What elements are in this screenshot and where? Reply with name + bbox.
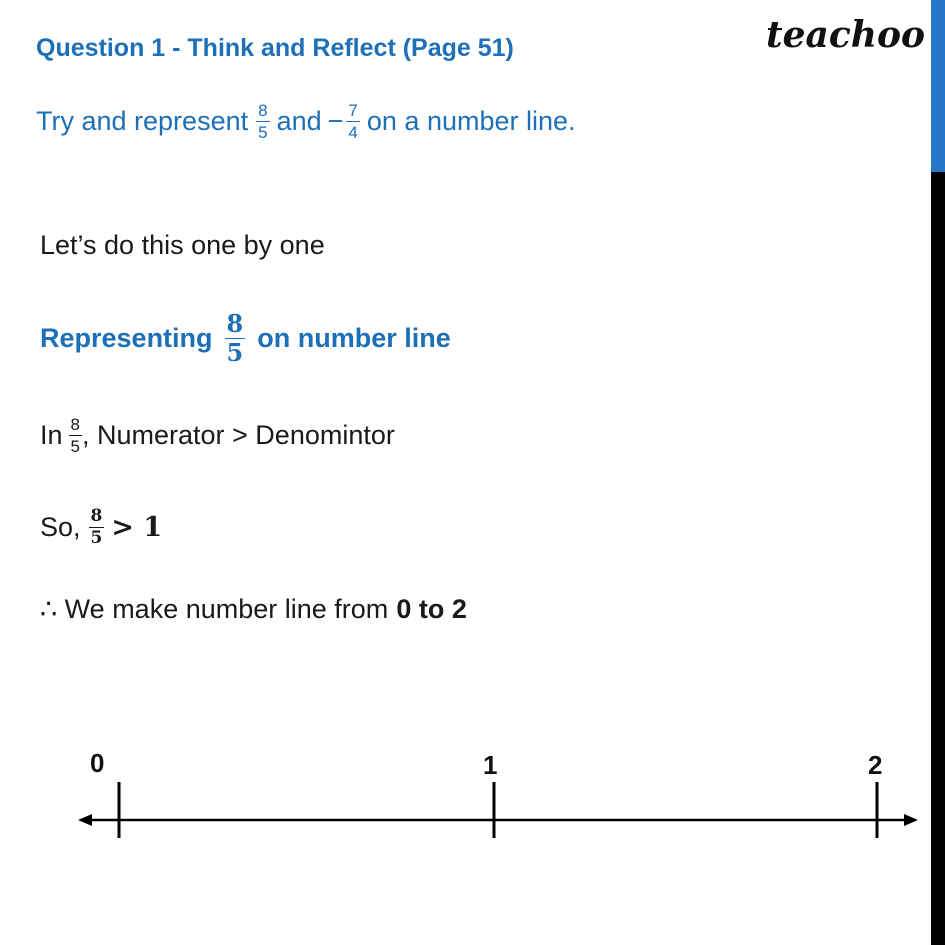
tick-label-2: 2 bbox=[868, 750, 883, 780]
fraction-8-5 bbox=[256, 102, 269, 141]
teachoo-logo: teachoo bbox=[766, 14, 925, 56]
fraction-numerator: 8 bbox=[226, 309, 244, 338]
range-bold: 0 to 2 bbox=[396, 594, 467, 624]
heading-fraction bbox=[225, 309, 246, 367]
fraction-numerator: 8 bbox=[70, 415, 80, 434]
question-prefix: Try and represent bbox=[36, 106, 249, 136]
comparison-relation: > 1 bbox=[111, 512, 163, 543]
page-title: Question 1 - Think and Reflect (Page 51) bbox=[36, 34, 514, 62]
fraction-denominator: 5 bbox=[70, 437, 80, 456]
question-and: and bbox=[276, 106, 322, 136]
inline-fraction bbox=[69, 416, 82, 455]
conclusion-statement bbox=[40, 594, 467, 625]
question-text bbox=[36, 102, 576, 141]
fraction-denominator: 4 bbox=[348, 123, 358, 142]
fraction-denominator: 5 bbox=[226, 338, 244, 367]
right-arrow-icon bbox=[904, 814, 918, 826]
heading-prefix: Representing bbox=[40, 323, 213, 353]
tick-label-0: 0 bbox=[90, 748, 105, 778]
fraction-7-4 bbox=[346, 102, 359, 141]
fraction-numerator: 7 bbox=[348, 101, 358, 120]
question-suffix: on a number line. bbox=[366, 106, 576, 136]
fraction-denominator: 5 bbox=[258, 123, 268, 142]
number-line bbox=[0, 740, 930, 860]
fraction-numerator: 8 bbox=[258, 101, 268, 120]
minus-sign: − bbox=[327, 106, 344, 136]
scrollbar-thumb[interactable] bbox=[931, 0, 945, 172]
line-suffix: , Numerator > Denomintor bbox=[82, 420, 395, 450]
inline-fraction bbox=[89, 508, 105, 547]
fraction-denominator: 5 bbox=[90, 528, 103, 548]
line-prefix: ∴ We make number line from bbox=[40, 594, 389, 624]
section-heading bbox=[40, 309, 451, 367]
line-prefix: In bbox=[40, 420, 63, 450]
heading-suffix: on number line bbox=[257, 323, 451, 353]
comparison-statement bbox=[40, 508, 162, 547]
left-arrow-icon bbox=[78, 814, 92, 826]
intro-text: Let’s do this one by one bbox=[40, 230, 325, 260]
tick-label-1: 1 bbox=[483, 750, 498, 780]
fraction-numerator: 8 bbox=[90, 506, 103, 526]
numerator-statement bbox=[40, 416, 395, 455]
line-prefix: So, bbox=[40, 512, 81, 542]
